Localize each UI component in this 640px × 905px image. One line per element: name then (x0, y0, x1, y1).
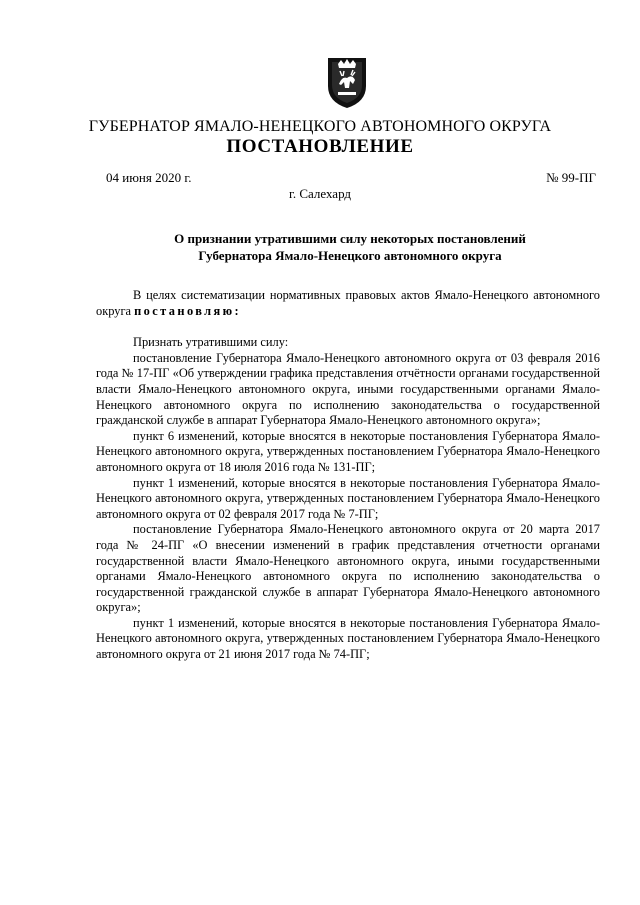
document-type: ПОСТАНОВЛЕНИЕ (226, 136, 414, 157)
recognize-paragraph: Признать утратившими силу: (133, 335, 289, 350)
document-number: № 99-ПГ (546, 170, 596, 185)
list-item: постановление Губернатора Ямало-Ненецкого автономного округа от 20 марта 2017 года № 24-ПГ «О внесении изменений в график представления отчетности органами государственной власти Ямало-Ненецкого автономного округа, иными государственными органами Ямало-Ненецкого автономного округа по исполнению законодательства о государственной гражданской службе в аппарат Губернатора Ямало-Ненецкого автономного округа»; (96, 522, 600, 615)
list-item: пункт 1 изменений, которые вносятся в некоторые постановления Губернатора Ямало-Ненецкого автономного округа, утвержденных постановлением Губернатора Ямало-Ненецкого автономного округа от 21 июня 2017 года № 74-ПГ; (96, 615, 600, 662)
list-item: пункт 6 изменений, которые вносятся в некоторые постановления Губернатора Ямало-Ненецкого автономного округа, утвержденных постановлением Губернатора Ямало-Ненецкого автономного округа от 18 июля 2016 года № 131-ПГ; (96, 428, 600, 474)
document-date: 04 июня 2020 г. (106, 170, 192, 185)
list-item: постановление Губернатора Ямало-Ненецкого автономного округа от 03 февраля 2016 года № 17-ПГ «Об утверждении графика представления отчётности органами государственной власти Ямало-Ненецкого автономного округа, иными государственными органами Ямало-Ненецкого автономного округа по исполнению законодательства о государственной гражданской службе в аппарат Губернатора Ямало-Ненецкого автономного округа»; (96, 350, 600, 428)
title-line-2: Губернатора Ямало-Ненецкого автономного округа (198, 248, 502, 263)
intro-paragraph (96, 288, 600, 319)
list-item: пункт 1 изменений, которые вносятся в некоторые постановления Губернатора Ямало-Ненецкого автономного округа, утвержденных постановлением Губернатора Ямало-Ненецкого автономного округа от 02 февраля 2017 года № 7-ПГ; (96, 475, 600, 521)
intro-text: В целях систематизации нормативных правовых актов Ямало-Ненецкого автономного округа (96, 288, 600, 318)
document-city: г. Салехард (288, 186, 352, 201)
coat-of-arms-icon (322, 54, 372, 110)
document-body (96, 288, 600, 663)
governor-header: ГУБЕРНАТОР ЯМАЛО-НЕНЕЦКОГО АВТОНОМНОГО ОКРУГА (88, 118, 552, 135)
title-line-1: О признании утратившими силу некоторых постановлений (174, 231, 526, 246)
decree-keyword: постановляю: (134, 303, 242, 318)
document-title (60, 230, 640, 264)
